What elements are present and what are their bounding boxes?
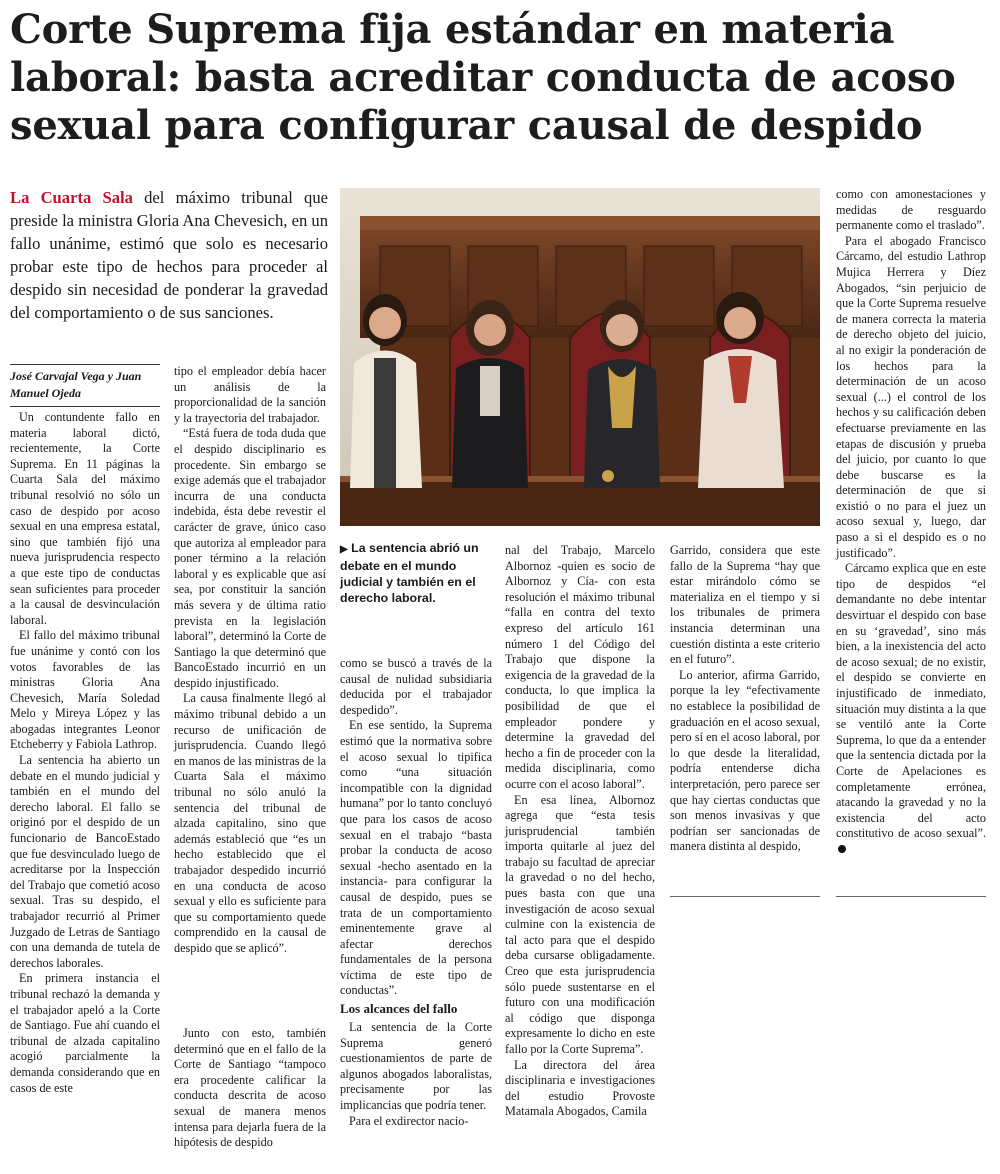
caption-text: La sentencia abrió un debate en el mundo judicial y también en el derecho laboral. <box>340 541 479 605</box>
paragraph: como con amonestaciones y medidas de resguardo permanente como el traslado”. <box>836 187 986 233</box>
article-column-5 <box>670 543 820 855</box>
court-photo <box>340 188 820 526</box>
column-divider <box>836 896 986 897</box>
paragraph: El fallo del máximo tribunal fue unánime y contó con los votos favorables de las ministras Gloria Ana Chevesich, María Soledad Melo y Mireya López y las abogadas integrantes Leonor Etcheberry y Fabiola Lathrop. <box>10 628 160 752</box>
paragraph: Para el exdirector nacio- <box>349 1113 469 1128</box>
caption-arrow-icon: ▶ <box>340 544 348 555</box>
section-subheading: Los alcances del fallo <box>340 1001 458 1017</box>
end-of-article-icon <box>838 845 846 853</box>
paragraph: En ese sentido, la Suprema estimó que la normativa sobre el acoso sexual lo tipifica como “una situación incompatible con la dignidad humana” por lo tanto concluyó que para los casos de acoso sexual en el trabajo “basta probar la conducta de acoso sexual -hecho asentado en la instancia- para configurar la causal de despido, pues se trata de un comportamiento eminentemente grave al afectar derechos fundamentales de la persona víctima de este tipo de conductas”. <box>340 718 492 998</box>
article-column-2 <box>174 364 326 957</box>
article-column-1 <box>10 410 160 1096</box>
paragraph: como se buscó a través de la causal de nulidad subsidiaria deducida por el trabajador despedido”. <box>340 656 492 717</box>
headline-line: Corte Suprema fija estándar en materia <box>10 6 895 53</box>
paragraph: La sentencia ha abierto un debate en el mundo judicial y también en el mundo del derecho laboral. El fallo se originó por el despido de un funcionario de BancoEstado que fue desvinculado luego de acreditarse por la Inspección del Trabajo que cometió acoso sexual. Tras su despido, el trabajador recurrió al Primer Juzgado de Letras de Santiago con una demanda de tutela de derechos laborales. <box>10 753 160 970</box>
paragraph: La directora del área disciplinaria e investigaciones del estudio Provoste Matamala Abogados, Camila <box>505 1057 655 1119</box>
paragraph: nal del Trabajo, Marcelo Albornoz -quien es socio de Albornoz y Cía- con esta resolución el máximo tribunal “falla en contra del texto expreso del artículo 161 número 1 del Código del Trabajo que dispone la exigencia de la gravedad de la conducta, lo que implica la posibilidad de que el empleador pondere y determine la gravedad del hecho a fin de proceder con la medida disciplinaria, como ocurre con el acoso laboral”. <box>505 543 655 791</box>
paragraph: Lo anterior, afirma Garrido, porque la ley “efectivamente no establece la posibilidad de graduación en el acoso sexual, pero sí en el acoso laboral, por lo que desde la literalidad, podría entenderse dicha interpretación, pero parece ser que hay ciertas conductas que son menos invasivas y que podrían ser sancionadas de manera distinta al despido, <box>670 667 820 854</box>
headline <box>10 6 995 150</box>
byline: José Carvajal Vega y Juan Manuel Ojeda <box>10 364 160 407</box>
headline-line: sexual para configurar causal de despido <box>10 102 923 149</box>
paragraph: Garrido, considera que este fallo de la Suprema “hay que estar mirándolo cómo se materializa en el tiempo y si los tribunales de primera instancia determinan una cuestión distinta a este criterio en el futuro”. <box>670 543 820 667</box>
article-column-2-continued <box>174 1026 326 1151</box>
photo-caption <box>340 540 490 606</box>
paragraph: En primera instancia el tribunal rechazó la demanda y el trabajador apeló a la Corte de Santiago. Fue ahí cuando el tribunal de alzada capitalino acogió parcialmente la demanda considerando que en casos de este <box>10 971 160 1095</box>
paragraph: En esa línea, Albornoz agrega que “esta tesis jurisprudencial también importa quitarle al juez del trabajo su facultad de apreciar la gravedad o no del hecho, pues basta con que una investigación de acoso sexual culmine con la existencia de tal acto para que el despido deba cursarse obligadamente. Creo que esta jurisprudencia sólo puede sustentarse en el futuro con una modificación al código que disponga expresamente lo dicho en este fallo por la Corte Suprema”. <box>505 792 655 1056</box>
lead-text: del máximo tribunal que preside la ministra Gloria Ana Chevesich, en un fallo unánime, estimó que solo es necesario probar este tipo de hechos para proceder al despido sin necesidad de ponderar la gravedad del comportamiento o de sus sanciones. <box>10 188 328 322</box>
lead-paragraph <box>10 186 328 324</box>
paragraph: tipo el empleador debía hacer un análisis de la proporcionalidad de la sanción y la trayectoria del trabajador. <box>174 364 326 425</box>
paragraph: La sentencia de la Corte Suprema generó cuestionamientos de parte de algunos abogados laboralistas, precisamente por las implicancias que podría tener. <box>340 1020 492 1113</box>
photo-illustration <box>340 188 820 526</box>
article-column-4 <box>505 543 655 1120</box>
final-paragraph-text: Cárcamo explica que en este tipo de despidos “el demandante no debe intentar desvirtuar el despido con base en su ‘gravedad’, sino más bien, a la inexistencia del acto de acoso sexual; de no existir, el despido se convierte en injustificado de inmediato, situación muy distinta a la que se ventiló ante la Corte Suprema, lo que da a entender que la sentencia dictada por la Corte de Apelaciones es completamente errónea, atacando la gravedad y no la existencia del acto constitutivo de acoso sexual”. <box>836 561 986 841</box>
paragraph-final <box>836 561 986 857</box>
paragraph: Junto con esto, también determinó que en el fallo de la Corte de Santiago “tampoco era procedente calificar la conducta descrita de acoso sexual de manera menos intensa para dejarla fuera de la hipótesis de despido <box>174 1026 326 1150</box>
paragraph: “Está fuera de toda duda que el despido disciplinario es procedente. Sin embargo se exige además que el trabajador incurra de una conducta indebida, ésta debe revestir el carácter de grave, único caso que autoriza al empleador para poner término a la relación laboral y es explicable que así sea, por constituir la sanción más severa y de última ratio prevista en la legislación laboral”, determinó la Corte de Santiago la que determinó que BancoEstado incurrió en un despido injustificado. <box>174 426 326 690</box>
paragraph: Para el abogado Francisco Cárcamo, del estudio Lathrop Mujica Herrera y Díez Abogados, “sin perjuicio de que la Corte Suprema resuelve de manera correcta la materia de derecho objeto del juicio, al no exigir la ponderación de los hechos para la determinación de un acoso sexual (...) el control de los hechos y su calificación deben efectuarse previamente en las etapas de discusión y prueba del juicio, por cuanto lo que debe buscarse es la determinación de que si existió o no para el juez un acoso sexual y, luego, dar paso a si el despido es o no justificado”. <box>836 233 986 560</box>
article-column-3 <box>340 656 492 1129</box>
column-divider <box>670 896 820 897</box>
paragraph: La causa finalmente llegó al máximo tribunal debido a un recurso de unificación de jurisprudencia. Cuando llegó en manos de las ministras de la Cuarta Sala el máximo tribunal no sólo anuló la sentencia del tribunal de alzada capitalino, sino que además estableció que “es un hecho establecido que el trabajador despedido incurrió en una conducta de acoso sexual y ello es suficiente para que su comportamiento quede comprendido en la causal de despido que se aplicó”. <box>174 691 326 955</box>
paragraph: Un contundente fallo en materia laboral dictó, recientemente, la Corte Suprema. En 11 páginas la Cuarta Sala del máximo tribunal resolvió no sólo un caso de despido por acoso sexual en una empresa estatal, sino que también fijó una nueva jurisprudencia respecto a que este tipo de conductas sean suficientes para proceder a la causal de desvinculación laboral. <box>10 410 160 627</box>
headline-line: laboral: basta acreditar conducta de acoso <box>10 54 956 101</box>
lead-highlight: La Cuarta Sala <box>10 188 133 207</box>
article-column-6 <box>836 187 986 858</box>
